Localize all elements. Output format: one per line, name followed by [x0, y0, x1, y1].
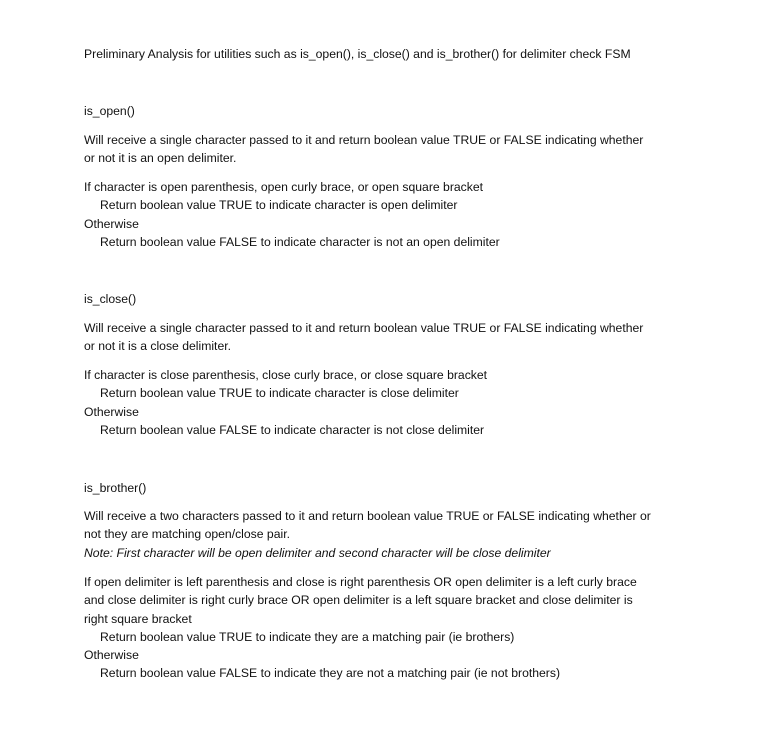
section-is-brother-logic — [84, 573, 703, 683]
document-title: Preliminary Analysis for utilities such as is_open(), is_close() and is_brother() for delimiter check FSM — [84, 47, 631, 61]
logic-otherwise: Otherwise — [84, 216, 139, 231]
description-line: Will receive a two characters passed to it and return boolean value TRUE or FALSE indicating whether or — [84, 509, 651, 523]
description-line: Will receive a single character passed to it and return boolean value TRUE or FALSE indicating whether — [84, 133, 644, 147]
logic-return-true: Return boolean value TRUE to indicate character is open delimiter — [100, 198, 458, 213]
description-line: or not it is an open delimiter. — [84, 151, 237, 166]
description-line: not they are matching open/close pair. — [84, 527, 290, 542]
logic-return-false: Return boolean value FALSE to indicate they are not a matching pair (ie not brothers) — [100, 666, 561, 681]
logic-return-false: Return boolean value FALSE to indicate character is not close delimiter — [100, 422, 485, 437]
logic-condition: If character is close parenthesis, close curly brace, or close square bracket — [84, 368, 488, 382]
logic-condition-line: right square bracket — [84, 611, 192, 626]
section-heading-is-open: is_open() — [84, 104, 135, 118]
logic-condition-line: If open delimiter is left parenthesis and close is right parenthesis OR open delimiter is a left curly brace — [84, 575, 637, 589]
section-is-open-heading-block — [84, 102, 703, 120]
section-is-close-heading-block — [84, 290, 703, 308]
section-is-brother-heading-block — [84, 479, 703, 497]
section-is-brother-description — [84, 507, 703, 562]
logic-otherwise: Otherwise — [84, 404, 139, 419]
section-heading-is-close: is_close() — [84, 292, 137, 306]
section-is-close-logic — [84, 366, 703, 439]
logic-otherwise: Otherwise — [84, 648, 139, 663]
note-text: Note: First character will be open delimiter and second character will be close delimiter — [84, 545, 551, 560]
description-line: or not it is a close delimiter. — [84, 339, 231, 354]
section-is-close-description — [84, 319, 703, 356]
logic-condition-line: and close delimiter is right curly brace OR open delimiter is a left square bracket and close delimiter is — [84, 593, 633, 608]
section-heading-is-brother: is_brother() — [84, 481, 147, 495]
logic-return-false: Return boolean value FALSE to indicate character is not an open delimiter — [100, 234, 500, 249]
section-is-open-description — [84, 131, 703, 168]
logic-condition: If character is open parenthesis, open curly brace, or open square bracket — [84, 180, 484, 194]
section-is-open-logic — [84, 178, 703, 251]
document-title-block — [84, 45, 703, 63]
logic-return-true: Return boolean value TRUE to indicate they are a matching pair (ie brothers) — [100, 629, 515, 644]
description-line: Will receive a single character passed to it and return boolean value TRUE or FALSE indicating whether — [84, 321, 644, 335]
logic-return-true: Return boolean value TRUE to indicate character is close delimiter — [100, 386, 459, 401]
